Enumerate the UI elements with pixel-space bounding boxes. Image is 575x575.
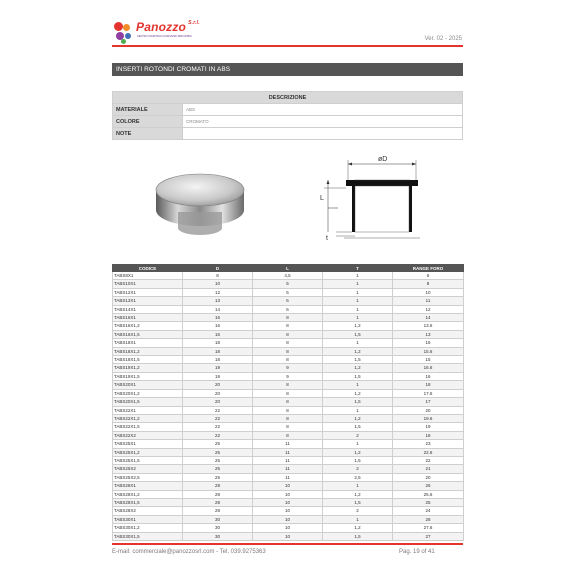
cell-hole-range: 14 <box>393 314 464 322</box>
logo-tagline: CENTRO INGROSSO ACCESSORI PER MOBILI <box>137 35 193 38</box>
cell-diameter: 30 <box>183 532 253 540</box>
cell-thickness: 1,2 <box>323 322 393 330</box>
cell-code: TABS28X1,2 <box>113 490 183 498</box>
cell-length: 8 <box>253 314 323 322</box>
cell-thickness: 2 <box>323 431 393 439</box>
cell-hole-range: 13.6 <box>393 322 464 330</box>
cell-code: TABS25X2,5 <box>113 473 183 481</box>
column-header-code: CODICE <box>113 265 183 272</box>
cell-thickness: 1 <box>323 406 393 414</box>
height-label: L <box>320 195 324 202</box>
cell-diameter: 22 <box>183 431 253 439</box>
description-heading: DESCRIZIONE <box>113 92 463 104</box>
cell-code: TABS22X2 <box>113 431 183 439</box>
section-title: INSERTI ROTONDI CROMATI IN ABS <box>112 63 463 76</box>
footer-divider <box>112 543 463 545</box>
table-row <box>113 322 464 330</box>
cell-diameter: 30 <box>183 524 253 532</box>
cell-code: TABS14X1 <box>113 305 183 313</box>
table-row <box>113 364 464 372</box>
cell-code: TABS19X1,2 <box>113 364 183 372</box>
cell-diameter: 13 <box>183 297 253 305</box>
cell-hole-range: 19.6 <box>393 414 464 422</box>
cell-code: TABS28X2 <box>113 507 183 515</box>
cell-hole-range: 15.6 <box>393 347 464 355</box>
table-row <box>113 456 464 464</box>
cell-hole-range: 22 <box>393 456 464 464</box>
cell-length: 11 <box>253 448 323 456</box>
description-value <box>183 128 463 140</box>
cell-diameter: 25 <box>183 465 253 473</box>
table-row <box>113 465 464 473</box>
cell-code: TABS13X1 <box>113 297 183 305</box>
cell-hole-range: 13 <box>393 330 464 338</box>
table-row <box>113 280 464 288</box>
table-row <box>113 532 464 540</box>
cell-length: 6 <box>253 305 323 313</box>
table-row <box>113 330 464 338</box>
cell-length: 10 <box>253 490 323 498</box>
cell-code: TABS19X1,5 <box>113 372 183 380</box>
footer-contact: E-mail: commerciale@panozzosrl.com - Tel. 039.9275363 <box>112 549 266 555</box>
cell-hole-range: 12 <box>393 305 464 313</box>
cell-code: TABS28X1 <box>113 482 183 490</box>
cell-code: TABS20X1,2 <box>113 389 183 397</box>
table-row <box>113 356 464 364</box>
cell-length: 8 <box>253 398 323 406</box>
header-divider <box>112 45 463 47</box>
cell-code: TABS30X1,2 <box>113 524 183 532</box>
cell-length: 10 <box>253 515 323 523</box>
description-row <box>113 128 463 140</box>
cell-hole-range: 10 <box>393 288 464 296</box>
cell-diameter: 8 <box>183 272 253 280</box>
cell-diameter: 28 <box>183 498 253 506</box>
table-body <box>113 272 464 541</box>
cell-diameter: 20 <box>183 389 253 397</box>
cell-thickness: 1,5 <box>323 423 393 431</box>
cell-diameter: 22 <box>183 406 253 414</box>
cell-length: 8 <box>253 414 323 422</box>
cell-hole-range: 26 <box>393 482 464 490</box>
cell-thickness: 1 <box>323 288 393 296</box>
cell-hole-range: 17 <box>393 398 464 406</box>
cell-hole-range: 22.6 <box>393 448 464 456</box>
table-row <box>113 482 464 490</box>
cell-diameter: 20 <box>183 381 253 389</box>
cell-thickness: 2 <box>323 507 393 515</box>
cell-length: 10 <box>253 507 323 515</box>
cell-diameter: 22 <box>183 414 253 422</box>
table-row <box>113 297 464 305</box>
cell-diameter: 28 <box>183 490 253 498</box>
cell-hole-range: 6 <box>393 272 464 280</box>
cell-code: TABS16X1,5 <box>113 330 183 338</box>
cell-thickness: 1,2 <box>323 448 393 456</box>
cell-hole-range: 20 <box>393 473 464 481</box>
cell-thickness: 1,2 <box>323 364 393 372</box>
table-row <box>113 448 464 456</box>
table-row <box>113 347 464 355</box>
cell-hole-range: 24 <box>393 507 464 515</box>
cell-length: 8 <box>253 431 323 439</box>
cell-code: TABS18X1,5 <box>113 356 183 364</box>
cell-code: TABS30X1,5 <box>113 532 183 540</box>
table-row <box>113 389 464 397</box>
cell-code: TABS25X1,2 <box>113 448 183 456</box>
cell-diameter: 28 <box>183 507 253 515</box>
cell-length: 9 <box>253 364 323 372</box>
cell-hole-range: 25.6 <box>393 490 464 498</box>
table-row <box>113 314 464 322</box>
cell-length: 8 <box>253 356 323 364</box>
cell-code: TABS20X1 <box>113 381 183 389</box>
cell-diameter: 25 <box>183 440 253 448</box>
table-row <box>113 414 464 422</box>
cell-thickness: 1,2 <box>323 490 393 498</box>
description-table <box>112 91 463 140</box>
cell-length: 5 <box>253 280 323 288</box>
cell-hole-range: 25 <box>393 498 464 506</box>
cell-thickness: 1,5 <box>323 498 393 506</box>
cell-thickness: 1 <box>323 272 393 280</box>
cell-code: TABS25X1,5 <box>113 456 183 464</box>
table-row <box>113 398 464 406</box>
cell-code: TABS16X1 <box>113 314 183 322</box>
cell-hole-range: 16.6 <box>393 364 464 372</box>
cell-length: 8 <box>253 322 323 330</box>
table-row <box>113 473 464 481</box>
description-row <box>113 116 463 128</box>
cell-code: TABS20X1,5 <box>113 398 183 406</box>
cell-diameter: 10 <box>183 280 253 288</box>
cell-code: TABS22X1,5 <box>113 423 183 431</box>
cell-diameter: 18 <box>183 356 253 364</box>
cell-code: TABS22X1,2 <box>113 414 183 422</box>
cell-hole-range: 21 <box>393 465 464 473</box>
thickness-label: t <box>326 235 328 242</box>
cell-code: TABS18X1 <box>113 339 183 347</box>
cell-thickness: 2,5 <box>323 473 393 481</box>
cell-thickness: 1 <box>323 297 393 305</box>
cell-diameter: 16 <box>183 330 253 338</box>
cell-code: TABS18X1,2 <box>113 347 183 355</box>
table-header-row <box>113 265 464 272</box>
cell-thickness: 1,5 <box>323 398 393 406</box>
cell-hole-range: 16 <box>393 372 464 380</box>
cell-hole-range: 16 <box>393 339 464 347</box>
cell-hole-range: 28 <box>393 515 464 523</box>
table-row <box>113 339 464 347</box>
cell-length: 11 <box>253 456 323 464</box>
cell-hole-range: 15 <box>393 356 464 364</box>
cell-diameter: 14 <box>183 305 253 313</box>
cell-diameter: 16 <box>183 322 253 330</box>
cell-diameter: 12 <box>183 288 253 296</box>
table-row <box>113 288 464 296</box>
cell-thickness: 1,2 <box>323 414 393 422</box>
cell-code: TABS8X1 <box>113 272 183 280</box>
cell-code: TABS25X2 <box>113 465 183 473</box>
table-row <box>113 490 464 498</box>
description-value: CROMATO <box>183 116 463 128</box>
cell-length: 10 <box>253 498 323 506</box>
cell-diameter: 25 <box>183 448 253 456</box>
cell-length: 8 <box>253 389 323 397</box>
cell-length: 11 <box>253 440 323 448</box>
cell-length: 8 <box>253 423 323 431</box>
diameter-label: øD <box>378 156 388 163</box>
footer-page-number: Pag. 19 of 41 <box>399 549 435 555</box>
cell-thickness: 1,5 <box>323 532 393 540</box>
table-row <box>113 440 464 448</box>
table-row <box>113 498 464 506</box>
cell-thickness: 1,5 <box>323 372 393 380</box>
cell-thickness: 2 <box>323 465 393 473</box>
cell-length: 10 <box>253 532 323 540</box>
cell-hole-range: 8 <box>393 280 464 288</box>
cell-length: 8 <box>253 330 323 338</box>
cell-hole-range: 19 <box>393 423 464 431</box>
description-label: MATERIALE <box>113 104 183 116</box>
cell-thickness: 1,2 <box>323 524 393 532</box>
cell-diameter: 19 <box>183 372 253 380</box>
cell-hole-range: 27 <box>393 532 464 540</box>
table-row <box>113 524 464 532</box>
technical-drawing <box>316 150 434 246</box>
product-table <box>112 264 464 541</box>
cell-diameter: 19 <box>183 364 253 372</box>
cell-length: 8 <box>253 347 323 355</box>
cell-code: TABS16X1,2 <box>113 322 183 330</box>
cell-length: 8 <box>253 406 323 414</box>
logo-wordmark: Panozzo $^{S.r.l.}$ <box>136 20 200 34</box>
cell-code: TABS25X1 <box>113 440 183 448</box>
cell-hole-range: 11 <box>393 297 464 305</box>
cell-thickness: 1 <box>323 482 393 490</box>
cell-thickness: 1 <box>323 440 393 448</box>
cell-length: 10 <box>253 524 323 532</box>
cell-diameter: 30 <box>183 515 253 523</box>
cell-length: 4,5 <box>253 272 323 280</box>
cell-diameter: 22 <box>183 423 253 431</box>
table-row <box>113 515 464 523</box>
cell-thickness: 1,5 <box>323 356 393 364</box>
table-row <box>113 507 464 515</box>
cell-diameter: 16 <box>183 314 253 322</box>
cell-thickness: 1,5 <box>323 330 393 338</box>
cell-hole-range: 20 <box>393 406 464 414</box>
description-row <box>113 104 463 116</box>
column-header-length: L <box>253 265 323 272</box>
cell-thickness: 1 <box>323 314 393 322</box>
cell-thickness: 1 <box>323 280 393 288</box>
document-version: Ver. 02 - 2025 <box>424 36 462 42</box>
cell-thickness: 1 <box>323 515 393 523</box>
column-header-thickness: T <box>323 265 393 272</box>
cell-hole-range: 23 <box>393 440 464 448</box>
logo-mark-icon <box>112 20 136 46</box>
column-header-diameter: D <box>183 265 253 272</box>
cell-length: 8 <box>253 339 323 347</box>
cell-code: TABS22X1 <box>113 406 183 414</box>
cell-diameter: 28 <box>183 482 253 490</box>
description-label: COLORE <box>113 116 183 128</box>
cell-diameter: 25 <box>183 473 253 481</box>
table-row <box>113 406 464 414</box>
cell-length: 9 <box>253 372 323 380</box>
cell-hole-range: 17.6 <box>393 389 464 397</box>
cell-code: TABS30X1 <box>113 515 183 523</box>
cell-hole-range: 18 <box>393 381 464 389</box>
description-label: NOTE <box>113 128 183 140</box>
company-logo <box>112 18 222 48</box>
cell-hole-range: 27.6 <box>393 524 464 532</box>
table-row <box>113 423 464 431</box>
table-row <box>113 305 464 313</box>
table-row <box>113 372 464 380</box>
cell-thickness: 1 <box>323 381 393 389</box>
cell-code: TABS10X1 <box>113 280 183 288</box>
cell-diameter: 25 <box>183 456 253 464</box>
column-header-hole-range: RANGE FORO <box>393 265 464 272</box>
table-row <box>113 381 464 389</box>
cell-thickness: 1,2 <box>323 389 393 397</box>
table-row <box>113 272 464 280</box>
cell-diameter: 20 <box>183 398 253 406</box>
cell-length: 6 <box>253 297 323 305</box>
cell-length: 5 <box>253 288 323 296</box>
table-row <box>113 431 464 439</box>
cell-thickness: 1,5 <box>323 456 393 464</box>
cell-diameter: 18 <box>183 347 253 355</box>
description-value: ABS <box>183 104 463 116</box>
cell-length: 11 <box>253 465 323 473</box>
cell-code: TABS12X1 <box>113 288 183 296</box>
cell-code: TABS28X1,5 <box>113 498 183 506</box>
cell-length: 8 <box>253 381 323 389</box>
product-photo <box>148 160 252 240</box>
cell-thickness: 1 <box>323 305 393 313</box>
cell-length: 10 <box>253 482 323 490</box>
cell-hole-range: 18 <box>393 431 464 439</box>
cell-diameter: 18 <box>183 339 253 347</box>
cell-thickness: 1 <box>323 339 393 347</box>
cell-length: 11 <box>253 473 323 481</box>
cell-thickness: 1,2 <box>323 347 393 355</box>
